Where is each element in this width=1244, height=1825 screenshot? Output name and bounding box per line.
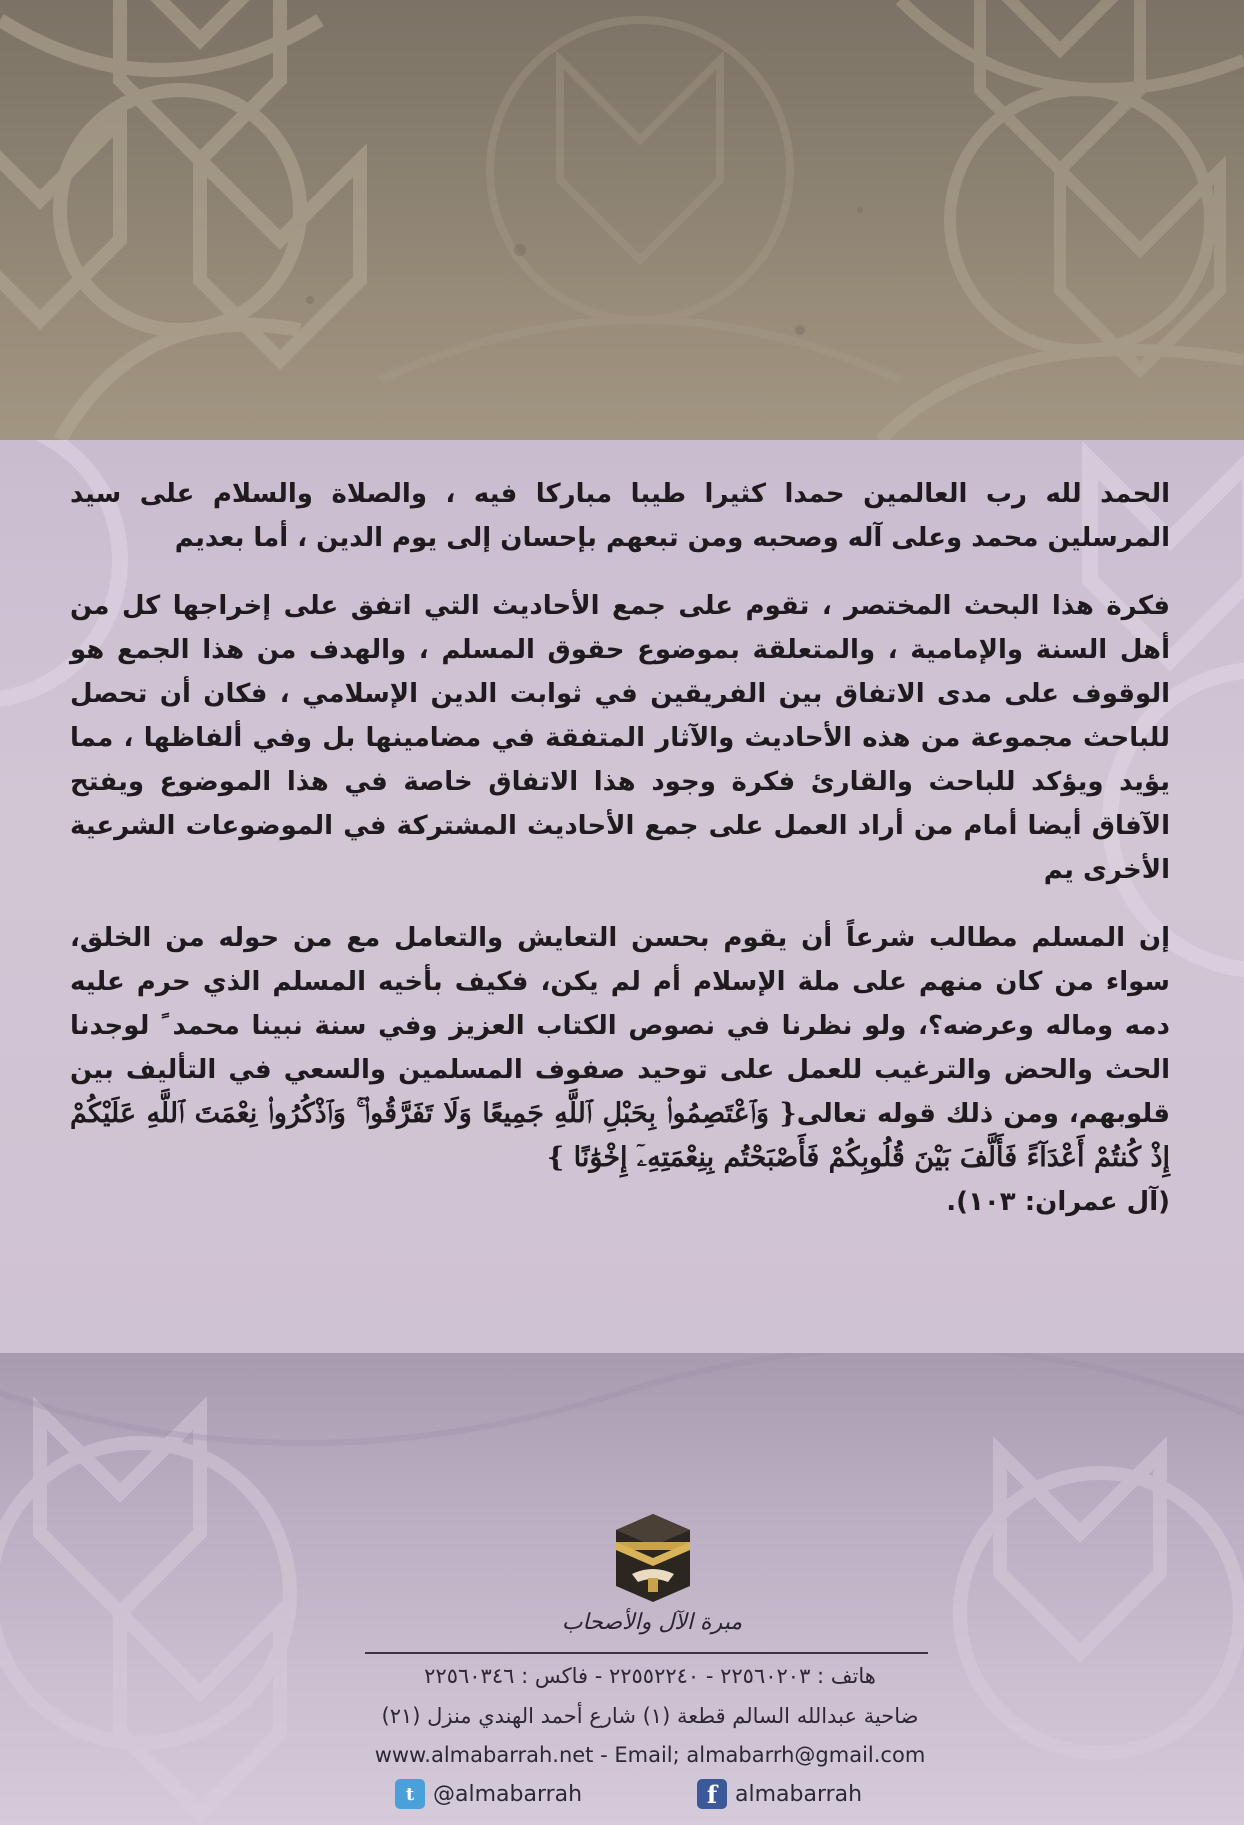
muslim-rights-text: إن المسلم مطالب شرعاً أن يقوم بحسن التعايش والتعامل مع من حوله من الخلق، سواء من كان منهم على ملة الإسلام أم لم يكن، فكيف بأخيه المسلم الذي حرم عليه دمه وماله وعرضه؟، ولو نظرنا في نصوص الكتاب العزيز وفي سنة نبينا محمد ً لوجدنا الحث والحض والترغيب للعمل على توحيد صفوف المسلمين والسعي في التأليف بين قلوبهم، ومن ذلك قوله تعالى [70, 923, 1170, 1129]
body-text [70, 472, 1170, 1224]
publisher-name: مبرة الآل والأصحاب [561, 1610, 743, 1635]
facebook-icon: f [697, 1779, 727, 1809]
arabesque-pattern-top [0, 0, 1244, 440]
quran-verse: { وَٱعْتَصِمُوا۟ بِحَبْلِ ٱللَّهِ جَمِيعًا وَلَا تَفَرَّقُوا۟ ۚ وَٱذْكُرُوا۟ نِعْمَتَ ٱللَّهِ عَلَيْكُمْ إِذْ كُنتُمْ أَعْدَآءً فَأَلَّفَ بَيْنَ قُلُوبِكُمْ فَأَصْبَحْتُم بِنِعْمَتِهِۦٓ إِخْوَٰنًا } [70, 1098, 1170, 1173]
address-line: ضاحية عبدالله السالم قطعة (١) شارع أحمد الهندي منزل (٢١) [381, 1704, 919, 1728]
kaaba-handshake-icon [610, 1508, 696, 1608]
facebook-text: almabarrah [735, 1781, 863, 1807]
web-email-line[interactable]: www.almabarrah.net - Email; almabarrh@gmail.com [374, 1743, 926, 1767]
intro-paragraph: الحمد لله رب العالمين حمدا كثيرا طيبا مباركا فيه ، والصلاة والسلام على سيد المرسلين محمد وعلى آله وصحبه ومن تبعهم بإحسان إلى يوم الدين ، أما بعديم [70, 479, 1170, 553]
facebook-handle[interactable] [697, 1778, 862, 1810]
research-idea-paragraph: فكرة هذا البحث المختصر ، تقوم على جمع الأحاديث التي اتفق على إخراجها كل من أهل السنة والإمامية ، والمتعلقة بموضوع حقوق المسلم ، والهدف من هذا الجمع هو الوقوف على مدى الاتفاق بين الفريقين في ثوابت الدين الإسلامي ، فكان أن تحصل للباحث مجموعة من هذه الأحاديث والآثار المتفقة في مضامينها بل وفي ألفاظها ، مما يؤيد ويؤكد للباحث والقارئ فكرة وجود هذا الاتفاق خاصة في هذا الموضوع ويفتح الآفاق أيضا أمام من أراد العمل على جمع الأحاديث المشتركة في الموضوعات الشرعية الأخرى يم [70, 591, 1170, 885]
verse-citation: (آل عمران: ١٠٣). [946, 1187, 1170, 1217]
twitter-icon: t [395, 1779, 425, 1809]
twitter-text: @almabarrah [433, 1781, 583, 1807]
twitter-handle[interactable] [395, 1778, 582, 1810]
phone-fax-line: هاتف : ٢٢٥٦٠٢٠٣ - ٢٢٥٥٢٢٤٠ - فاكس : ٢٢٥٦٠٣٤٦ [424, 1664, 876, 1688]
text-panel [0, 440, 1244, 1353]
muslim-rights-paragraph [70, 916, 1170, 1180]
top-decorative-band [0, 0, 1244, 440]
footer-divider [365, 1652, 928, 1654]
